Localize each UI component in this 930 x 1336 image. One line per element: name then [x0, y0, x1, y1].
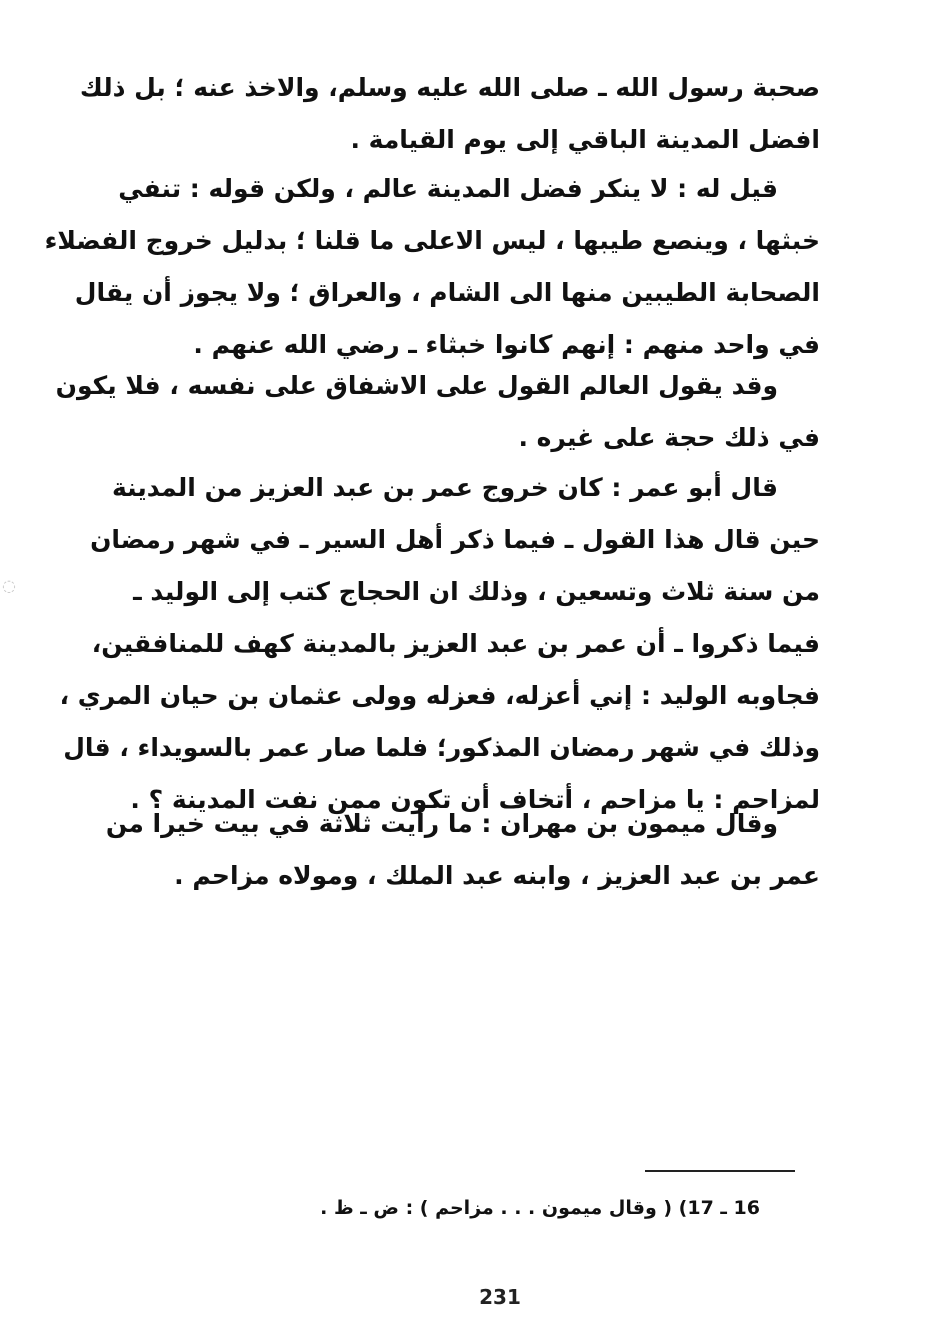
paragraph-5 [105, 798, 820, 902]
text-line: في واحد منهم : إنهم كانوا خبثاء ـ رضي الله عنهم . [193, 330, 820, 359]
paragraph-4 [59, 462, 820, 826]
text-line: لمزاحم : يا مزاحم ، أتخاف أن تكون ممن نفت المدينة ؟ . [130, 785, 820, 814]
text-line: الصحابة الطيبين منها الى الشام ، والعراق ؛ ولا يجوز أن يقال [74, 278, 820, 307]
text-line: فجاوبه الوليد : إني أعزله، فعزله وولى عثمان بن حيان المري ، [59, 681, 820, 710]
scan-margin-mark: ◌ [2, 576, 16, 595]
text-line: فيما ذكروا ـ أن عمر بن عبد العزيز بالمدينة كهف للمنافقين، [91, 629, 820, 658]
text-line: صحبة رسول الله ـ صلى الله عليه وسلم، والاخذ عنه ؛ بل ذلك [79, 73, 820, 102]
text-line: وذلك في شهر رمضان المذكور؛ فلما صار عمر بالسويداء ، قال [63, 733, 820, 762]
text-line: وقد يقول العالم القول على الاشفاق على نفسه ، فلا يكون [55, 371, 778, 400]
text-line: عمر بن عبد العزيز ، وابنه عبد الملك ، ومولاه مزاحم . [174, 861, 820, 890]
footnote: 16 ـ 17) ( وقال ميمون . . . مزاحم ) : ض ـ ظ . [320, 1197, 760, 1219]
text-line: وقال ميمون بن مهران : ما رأيت ثلاثة في بيت خيرا من [105, 809, 778, 838]
paragraph-2 [44, 163, 820, 371]
text-line: قيل له : لا ينكر فضل المدينة عالم ، ولكن قوله : تنفي [118, 174, 778, 203]
text-line: في ذلك حجة على غيره . [518, 423, 820, 452]
page-number: 231 [479, 1285, 521, 1309]
text-line: قال أبو عمر : كان خروج عمر بن عبد العزيز من المدينة [111, 473, 778, 502]
text-line: من سنة ثلاث وتسعين ، وذلك ان الحجاج كتب إلى الوليد ـ [133, 577, 820, 606]
footnote-divider [645, 1170, 795, 1172]
text-line: خبثها ، وينصع طيبها ، ليس الاعلى ما قلنا ؛ بدليل خروج الفضلاء [44, 226, 820, 255]
text-line: حين قال هذا القول ـ فيما ذكر أهل السير ـ في شهر رمضان [90, 525, 820, 554]
paragraph-3 [55, 360, 820, 464]
paragraph-1 [79, 62, 820, 166]
text-line: افضل المدينة الباقي إلى يوم القيامة . [350, 125, 820, 154]
